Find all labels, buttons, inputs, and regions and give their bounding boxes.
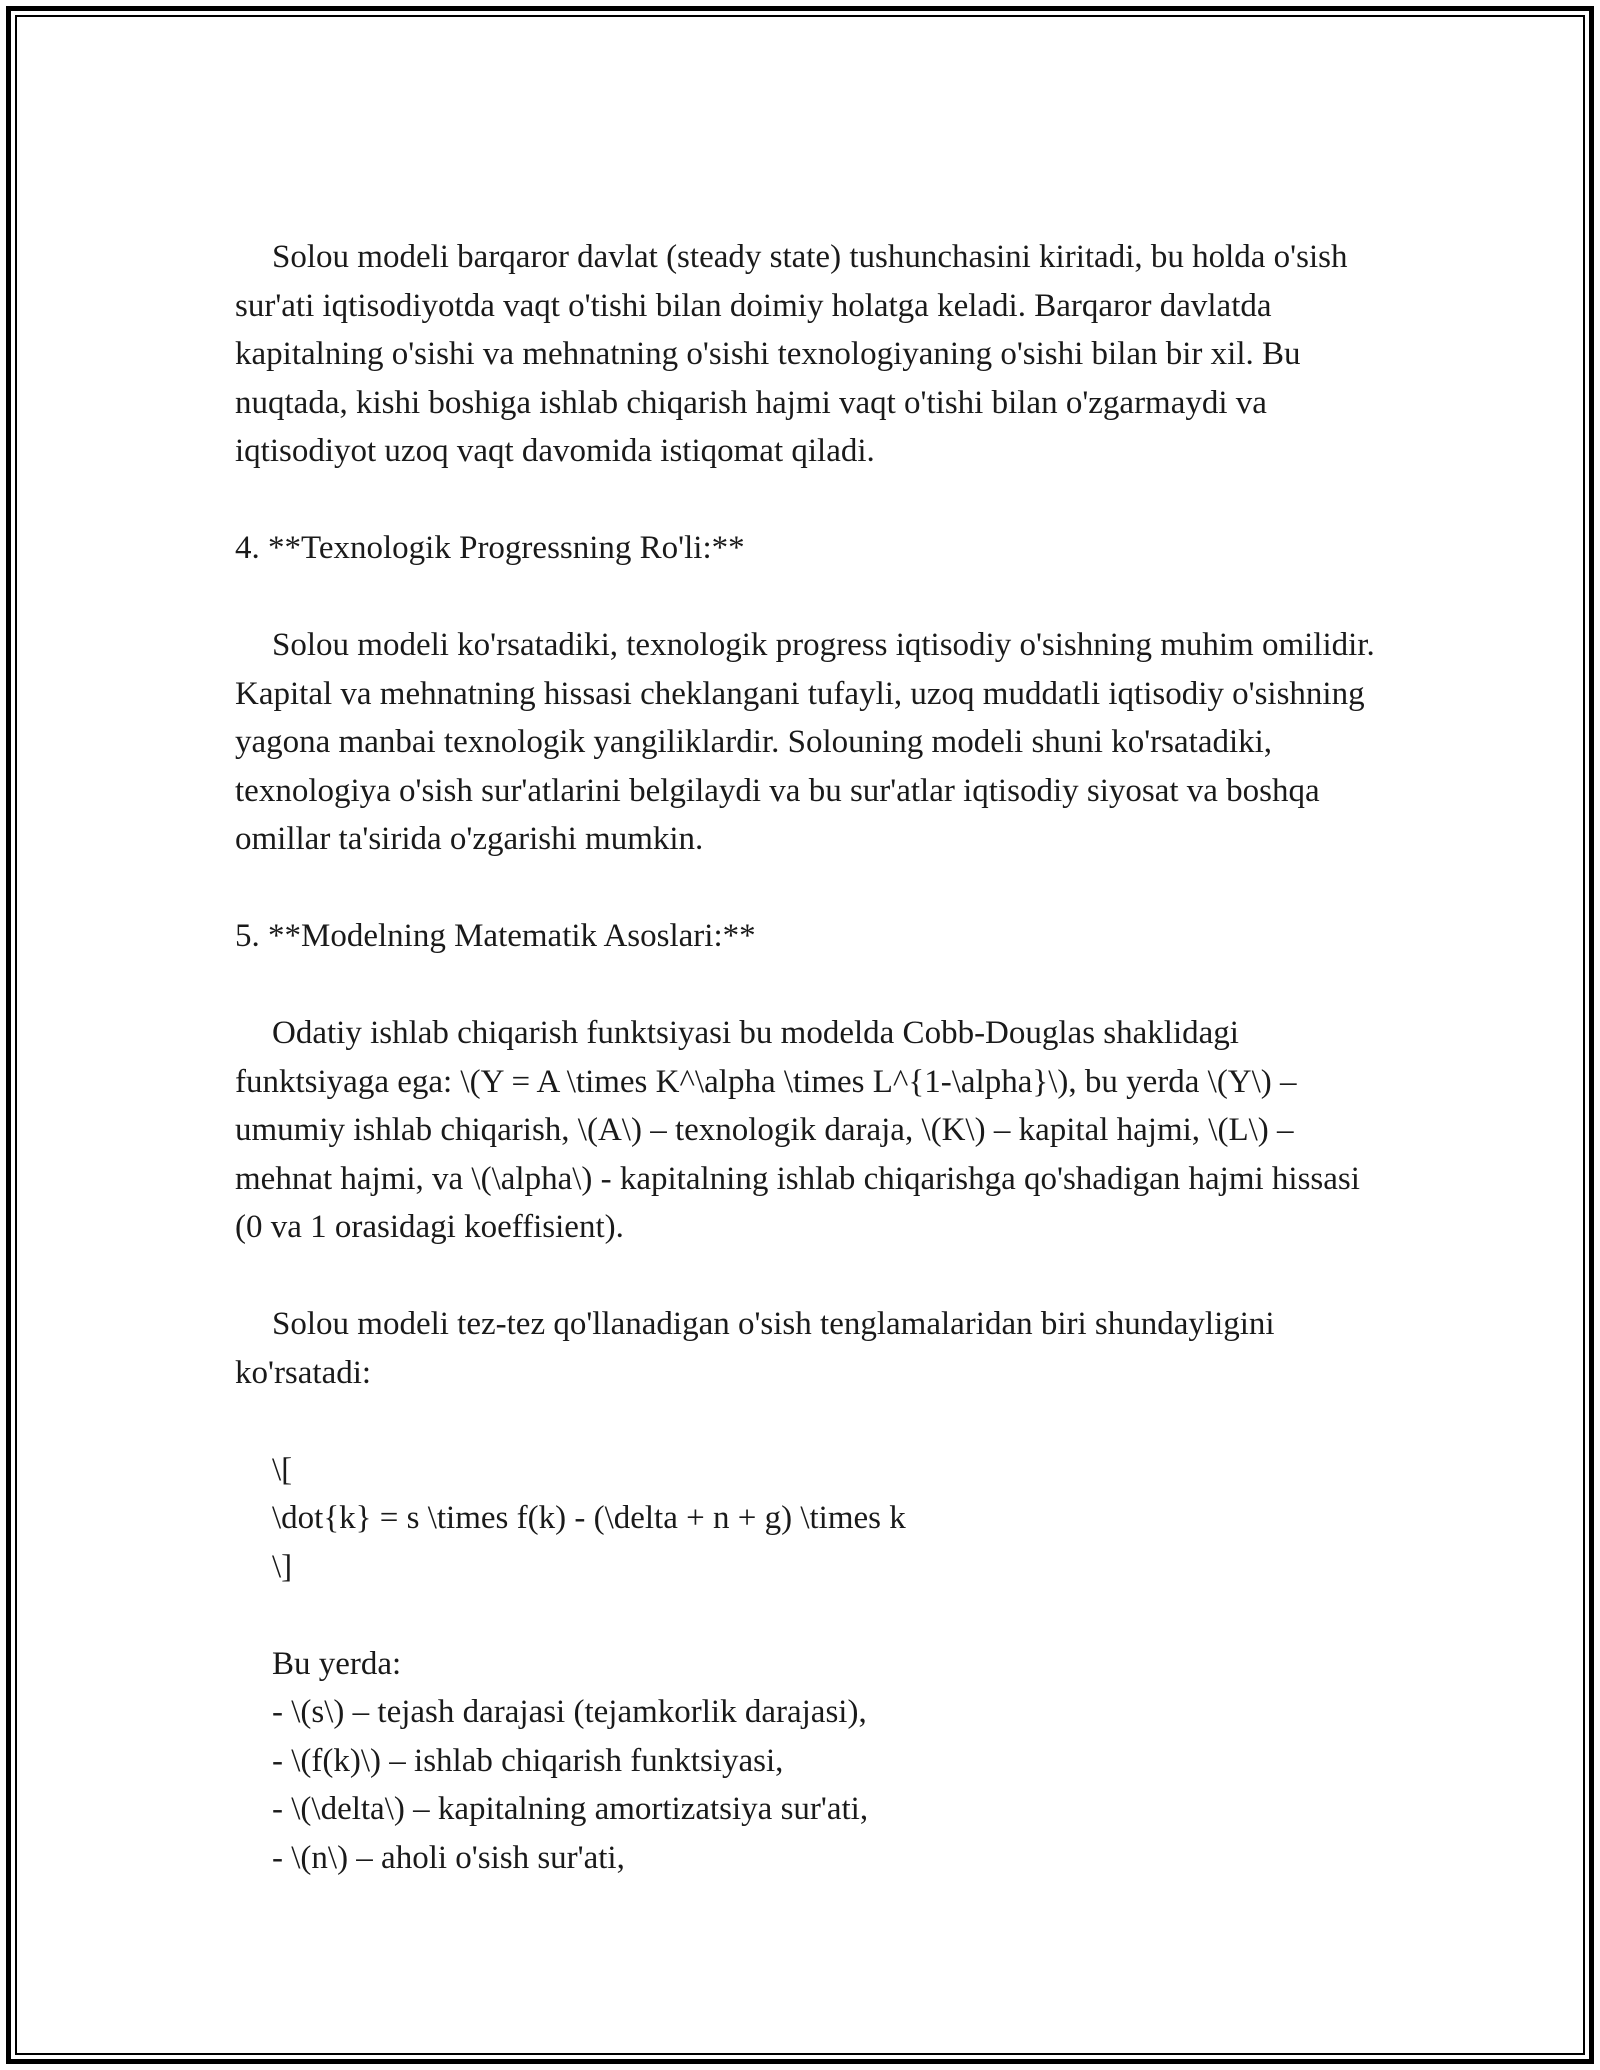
definition-item: - \(f(k)\) – ishlab chiqarish funktsiyasi,	[272, 1742, 784, 1779]
equation-open: \[	[272, 1451, 293, 1488]
paragraph-tech-progress: Solou modeli ko'rsatadiki, texnologik progress iqtisodiy o'sishning muhim omilidir. Kapital va mehnatning hissasi cheklangani tufayli, uzoq muddatli iqtisodiy o'sishning yagona manbai texnologik yangiliklardir. Solouning modeli shuni ko'rsatadiki, texnologiya o'sish sur'atlarini belgilaydi va bu sur'atlar iqtisodiy siyosat va boshqa omillar ta'sirida o'zgarishi mumkin.	[235, 627, 1375, 857]
spacer	[235, 1397, 1385, 1446]
spacer	[235, 1591, 1385, 1640]
spacer	[235, 573, 1385, 622]
paragraph-growth-equation: Solou modeli tez-tez qo'llanadigan o'sish tenglamalaridan biri shundayligini ko'rsatadi:	[235, 1306, 1275, 1391]
equation-close: \]	[272, 1548, 293, 1585]
equation-body: \dot{k} = s \times f(k) - (\delta + n + g) \times k	[272, 1500, 906, 1536]
definitions-block	[235, 1640, 1385, 1883]
spacer	[235, 476, 1385, 525]
section-heading-5: 5. **Modelning Matematik Asoslari:**	[235, 918, 756, 954]
equation-block	[235, 1446, 1385, 1592]
spacer	[235, 1252, 1385, 1301]
document-body	[235, 233, 1385, 1882]
definition-item: - \(\delta\) – kapitalning amortizatsiya sur'ati,	[272, 1791, 869, 1827]
paragraph-steady-state: Solou modeli barqaror davlat (steady state) tushunchasini kiritadi, bu holda o'sish sur'ati iqtisodiyotda vaqt o'tishi bilan doimiy holatga keladi. Barqaror davlatda kapitalning o'sishi va mehnatning o'sishi texnologiyaning o'sishi bilan bir xil. Bu nuqtada, kishi boshiga ishlab chiqarish hajmi vaqt o'tishi bilan o'zgarmaydi va iqtisodiyot uzoq vaqt davomida istiqomat qiladi.	[235, 239, 1348, 469]
definitions-title: Bu yerda:	[272, 1645, 402, 1682]
section-heading-4: 4. **Texnologik Progressning Ro'li:**	[235, 530, 745, 566]
definition-item: - \(s\) – tejash darajasi (tejamkorlik darajasi),	[272, 1694, 867, 1730]
spacer	[235, 864, 1385, 913]
definition-item: - \(n\) – aholi o'sish sur'ati,	[272, 1839, 625, 1876]
spacer	[235, 961, 1385, 1010]
paragraph-cobb-douglas: Odatiy ishlab chiqarish funktsiyasi bu modelda Cobb-Douglas shaklidagi funktsiyaga ega: \(Y = A \times K^\alpha \times L^{1-\alpha}\), bu yerda \(Y\) – umumiy ishlab chiqarish, \(A\) – texnologik daraja, \(K\) – kapital hajmi, \(L\) – mehnat hajmi, va \(\alpha\) - kapitalning ishlab chiqarishga qo'shadigan hajmi hissasi (0 va 1 orasidagi koeffisient).	[235, 1015, 1360, 1245]
